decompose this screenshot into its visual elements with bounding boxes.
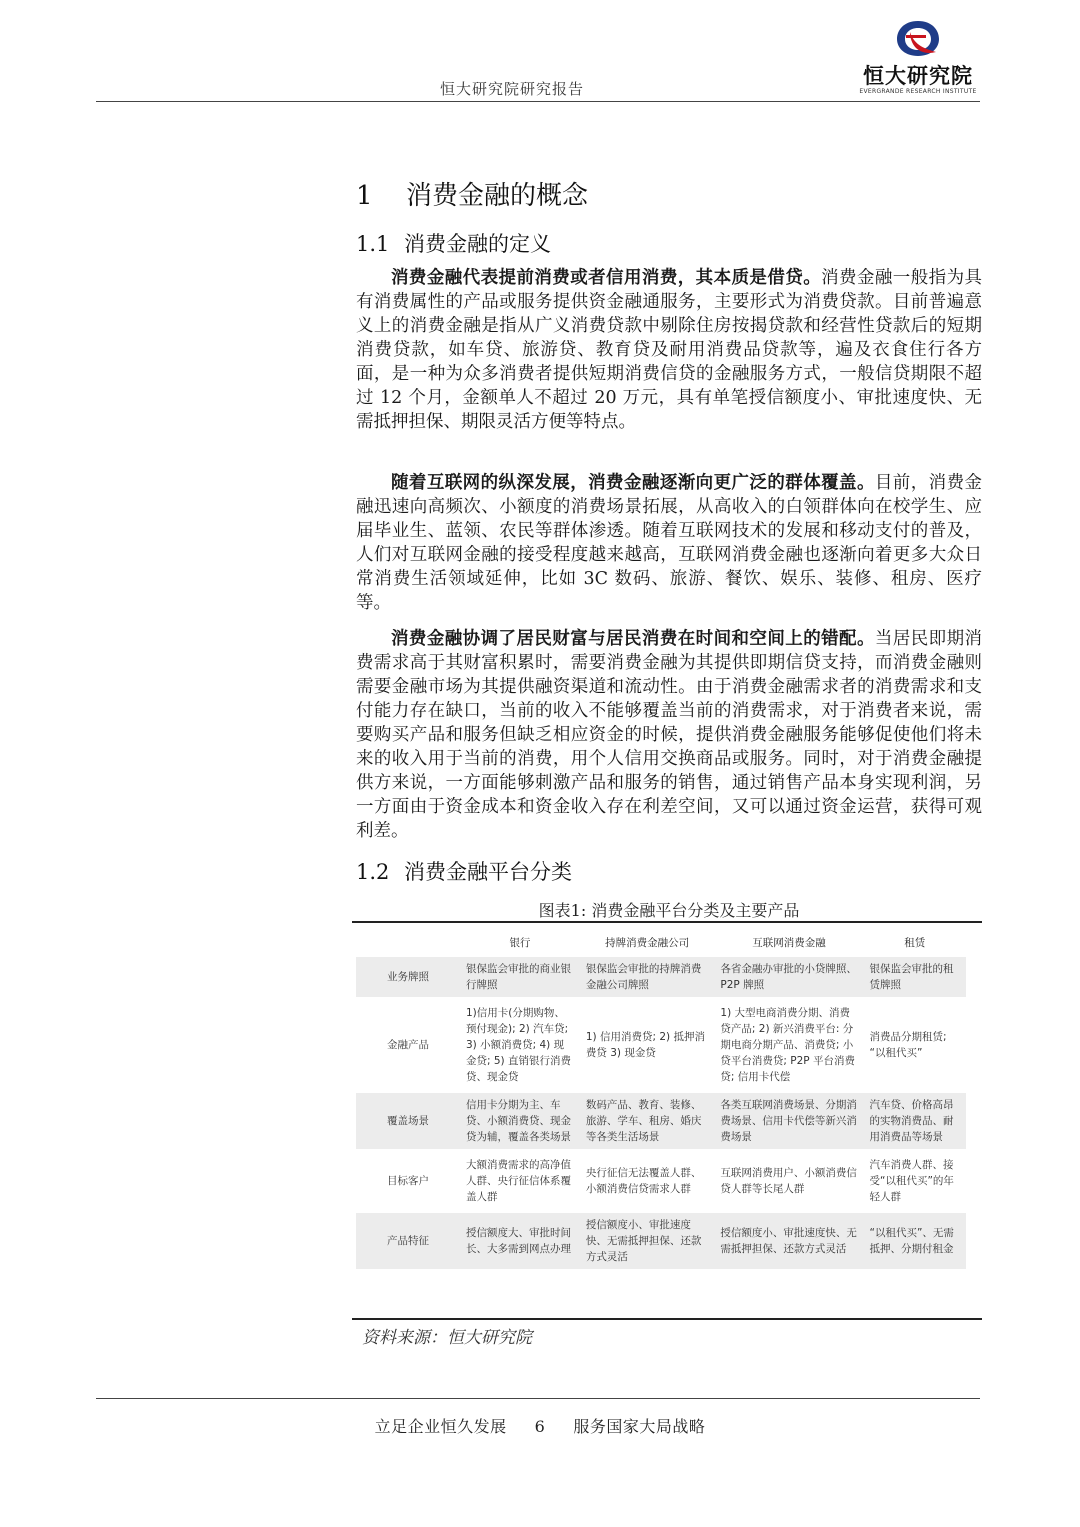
paragraph-body: 当居民即期消费需求高于其财富积累时，需要消费金融为其提供即期信贷支持，而消费金融则需要金融市场为其提供融资渠道和流动性。由于消费金融需求者的消费需求和支付能力存在缺口，当前的收入不能够覆盖当前的消费需求，对于消费者来说，需要购买产品和服务但缺乏相应资金的时候，提供消费金融服务能够促使他们将未来的收入用于当前的消费，用个人信用交换商品或服务。同时，对于消费金融提供方来说，一方面能够刺激产品和服务的销售，通过销售产品本身实现利润，另一方面由于资金成本和资金收入存在利差空间，又可以通过资金运营，获得可观利差。 — [356, 629, 982, 841]
table-header-cell: 银行 — [509, 936, 531, 949]
footer-slogan-left: 立足企业恒久发展 — [374, 1417, 507, 1436]
table-cell: 银保监会审批的持牌消费金融公司牌照 — [580, 957, 715, 997]
paragraph-lead: 随着互联网的纵深发展，消费金融逐渐向更广泛的群体覆盖。 — [391, 473, 875, 493]
table-header-cell — [356, 931, 460, 953]
table-caption: 图表1: 消费金融平台分类及主要产品 — [538, 901, 800, 920]
paragraph-3 — [356, 627, 982, 843]
table-top-rule — [352, 921, 982, 923]
table-cell: 央行征信无法覆盖人群、小额消费信贷需求人群 — [585, 1167, 702, 1195]
table-row — [356, 1093, 966, 1149]
table-cell: 信用卡分期为主、车贷、小额消费贷、现金贷为辅，覆盖各类场景 — [460, 1093, 580, 1149]
header-divider — [96, 101, 980, 102]
table-cell: 消费品分期租赁; “以租代买” — [869, 1031, 947, 1059]
section-title: 消费金融的定义 — [404, 232, 551, 256]
footer-divider — [96, 1398, 980, 1399]
table-cell: 汽车贷、价格高昂的实物消费品、耐用消费品等场景 — [864, 1093, 966, 1149]
logo-chinese-name: 恒大研究院 — [863, 64, 973, 88]
footer-slogan-right: 服务国家大局战略 — [573, 1417, 706, 1436]
row-label: 目标客户 — [387, 1175, 429, 1187]
platform-classification-table — [356, 927, 966, 1273]
table-cell: 大额消费需求的高净值人群、央行征信体系覆盖人群 — [466, 1159, 571, 1203]
table-cell: 1) 大型电商消费分期、消费贷产品; 2) 新兴消费平台: 分期电商分期产品、消费贷; 小贷平台消费贷; P2P 平台消费贷; 信用卡代偿 — [720, 1007, 855, 1083]
table-cell: 汽车消费人群、接受“以租代买”的年轻人群 — [869, 1159, 954, 1203]
table-cell: 银保监会审批的商业银行牌照 — [460, 957, 580, 997]
section-title: 消费金融平台分类 — [404, 860, 572, 884]
table-cell: “以租代买”、无需抵押、分期付租金 — [864, 1213, 966, 1269]
table-header-cell: 互联网消费金融 — [752, 936, 826, 949]
paragraph-2 — [356, 471, 982, 615]
row-label: 金融产品 — [387, 1039, 429, 1051]
section-number: 1.1 — [356, 232, 390, 256]
page-footer — [0, 1414, 1080, 1437]
table-cell: 各类互联网消费场景、分期消费场景、信用卡代偿等新兴消费场景 — [714, 1093, 863, 1149]
table-cell: 银保监会审批的租赁牌照 — [864, 957, 966, 997]
paragraph-body: 目前，消费金融迅速向高频次、小额度的消费场景拓展，从高收入的白领群体向在校学生、应届毕业生、蓝领、农民等群体渗透。随着互联网技术的发展和移动支付的普及，人们对互联网金融的接受程度越来越高，互联网消费金融也逐渐向着更多大众日常消费生活领域延伸，比如 3C 数码、旅游、餐饮、娱乐、装修、租房、医疗等。 — [356, 473, 982, 613]
paragraph-1 — [356, 266, 982, 434]
paragraph-lead: 消费金融协调了居民财富与居民消费在时间和空间上的错配。 — [391, 629, 875, 649]
paragraph-lead: 消费金融代表提前消费或者信用消费，其本质是借贷。 — [391, 268, 822, 288]
evergrande-logo-icon — [892, 18, 944, 60]
logo-english-name: EVERGRANDE RESEARCH INSTITUTE — [859, 88, 977, 95]
table-bottom-rule — [352, 1318, 982, 1320]
section-number: 1 — [356, 181, 373, 211]
row-label: 业务牌照 — [356, 957, 460, 997]
section-number: 1.2 — [356, 860, 390, 884]
row-label: 产品特征 — [356, 1213, 460, 1269]
table-cell: 各省金融办审批的小贷牌照、P2P 牌照 — [714, 957, 863, 997]
table-cell: 互联网消费用户、小额消费信贷人群等长尾人群 — [720, 1167, 857, 1195]
report-header-title: 恒大研究院研究报告 — [440, 80, 585, 98]
institute-logo — [858, 18, 978, 98]
table-cell: 1)信用卡(分期购物、预付现金); 2) 汽车贷; 3) 小额消费贷; 4) 现金贷; 5) 直销银行消费贷、现金贷 — [466, 1007, 571, 1083]
table-row — [356, 1153, 966, 1209]
table-cell: 授信额度小、审批速度快、无需抵押担保、还款方式灵活 — [580, 1213, 715, 1269]
data-source-note: 资料来源：恒大研究院 — [362, 1328, 532, 1348]
table-row — [356, 1213, 966, 1269]
paragraph-body: 消费金融一般指为具有消费属性的产品或服务提供资金融通服务，主要形式为消费贷款。目前普遍意义上的消费金融是指从广义消费贷款中剔除住房按揭贷款和经营性贷款后的短期消费贷款，如车贷、旅游贷、教育贷及耐用消费品贷款等，遍及衣食住行各方面，是一种为众多消费者提供短期消费信贷的金融服务方式，一般信贷期限不超过 12 个月，金额单人不超过 20 万元，具有单笔授信额度小、审批速度快、无需抵押担保、期限灵活方便等特点。 — [356, 268, 982, 432]
table-cell: 授信额度小、审批速度快、无需抵押担保、还款方式灵活 — [714, 1213, 863, 1269]
table-cell: 1) 信用消费贷; 2) 抵押消费贷 3) 现金贷 — [585, 1031, 705, 1059]
table-header-row — [356, 931, 966, 953]
table-row — [356, 957, 966, 997]
table-header-cell: 持牌消费金融公司 — [605, 936, 690, 949]
table-row — [356, 1001, 966, 1089]
section-1-2-heading — [356, 856, 572, 886]
page-number: 6 — [534, 1417, 546, 1436]
section-title: 消费金融的概念 — [406, 181, 589, 211]
row-label: 覆盖场景 — [356, 1093, 460, 1149]
section-1-heading — [356, 175, 588, 212]
table-header-cell: 租赁 — [904, 936, 926, 949]
table-cell: 数码产品、教育、装修、旅游、学车、租房、婚庆等各类生活场景 — [580, 1093, 715, 1149]
table-cell: 授信额度大、审批时间长、大多需到网点办理 — [460, 1213, 580, 1269]
section-1-1-heading — [356, 228, 551, 258]
